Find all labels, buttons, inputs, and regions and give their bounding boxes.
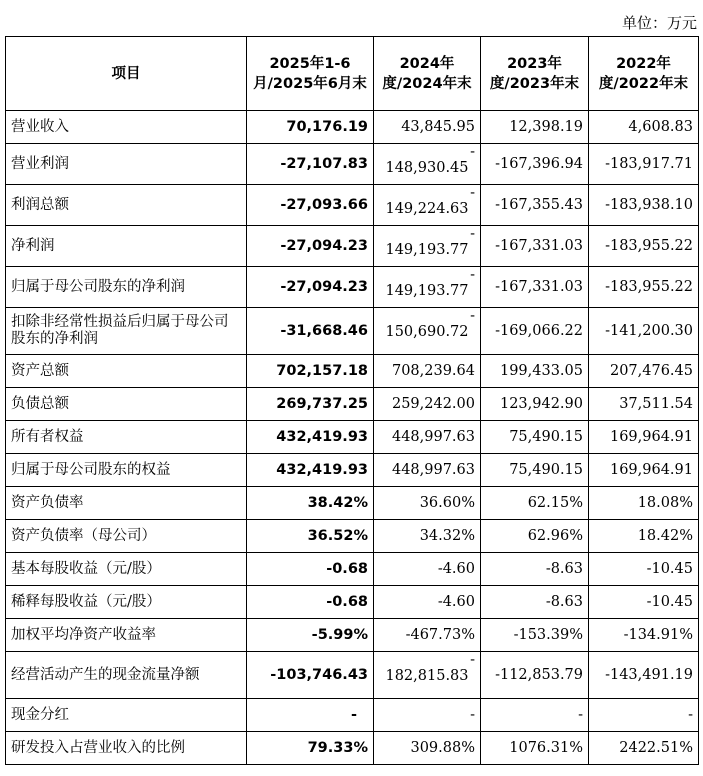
value-2024-digits: 149,224.63 — [385, 201, 469, 217]
value-2025h1: - — [247, 699, 374, 732]
value-2024: 708,239.64 — [374, 355, 481, 388]
row-item-label: 营业收入 — [6, 111, 247, 144]
value-2025h1: -0.68 — [247, 586, 374, 619]
row-item-label: 负债总额 — [6, 388, 247, 421]
value-2022: -10.45 — [589, 553, 699, 586]
row-item-label: 利润总额 — [6, 185, 247, 226]
value-2025h1: -27,094.23 — [247, 267, 374, 308]
table-row — [6, 355, 699, 388]
row-item-label: 研发投入占营业收入的比例 — [6, 732, 247, 765]
value-2025h1: -31,668.46 — [247, 308, 374, 355]
value-2024: 34.32% — [374, 520, 481, 553]
table-header-row — [6, 37, 699, 111]
value-2022: 37,511.54 — [589, 388, 699, 421]
value-2024: 448,997.63 — [374, 421, 481, 454]
value-2022: 4,608.83 — [589, 111, 699, 144]
value-2023: 12,398.19 — [481, 111, 589, 144]
table-row — [6, 308, 699, 355]
value-2023: -112,853.79 — [481, 652, 589, 699]
value-2024-digits: 150,690.72 — [385, 324, 469, 340]
value-2025h1: 38.42% — [247, 487, 374, 520]
header-2025h1: 2025年1-6月/2025年6月末 — [247, 37, 374, 111]
value-2024-digits: 149,193.77 — [385, 283, 469, 299]
value-2025h1: 70,176.19 — [247, 111, 374, 144]
value-2024: -4.60 — [374, 553, 481, 586]
table-row — [6, 454, 699, 487]
unit-label: 单位：万元 — [621, 14, 697, 32]
row-item-label: 现金分红 — [6, 699, 247, 732]
row-item-label: 营业利润 — [6, 144, 247, 185]
value-2024 — [374, 144, 481, 185]
value-2022: 169,964.91 — [589, 421, 699, 454]
value-2025h1: 269,737.25 — [247, 388, 374, 421]
header-2022: 2022年度/2022年末 — [589, 37, 699, 111]
value-2025h1: 79.33% — [247, 732, 374, 765]
row-item-label: 所有者权益 — [6, 421, 247, 454]
value-2025h1: -103,746.43 — [247, 652, 374, 699]
value-2022: -183,917.71 — [589, 144, 699, 185]
row-item-label: 资产负债率（母公司） — [6, 520, 247, 553]
row-item-label: 扣除非经常性损益后归属于母公司股东的净利润 — [6, 308, 247, 355]
value-2025h1: -27,107.83 — [247, 144, 374, 185]
value-2023: -8.63 — [481, 586, 589, 619]
value-2023: -167,331.03 — [481, 226, 589, 267]
value-2023: -167,396.94 — [481, 144, 589, 185]
value-2024 — [374, 652, 481, 699]
value-2024 — [374, 308, 481, 355]
value-2024-digits: 149,193.77 — [385, 242, 469, 258]
value-2023: 199,433.05 — [481, 355, 589, 388]
value-2024: 259,242.00 — [374, 388, 481, 421]
row-item-label: 加权平均净资产收益率 — [6, 619, 247, 652]
table-row — [6, 388, 699, 421]
value-2022: -183,955.22 — [589, 226, 699, 267]
row-item-label: 归属于母公司股东的净利润 — [6, 267, 247, 308]
header-item: 项目 — [6, 37, 247, 111]
value-2024-digits: 182,815.83 — [385, 668, 469, 684]
row-item-label: 资产负债率 — [6, 487, 247, 520]
header-2023: 2023年度/2023年末 — [481, 37, 589, 111]
value-2023: 75,490.15 — [481, 421, 589, 454]
value-2023: -153.39% — [481, 619, 589, 652]
value-2022: -183,938.10 — [589, 185, 699, 226]
value-2025h1: -0.68 — [247, 553, 374, 586]
value-2024: 36.60% — [374, 487, 481, 520]
table-row — [6, 520, 699, 553]
value-2024: 448,997.63 — [374, 454, 481, 487]
value-2023: -8.63 — [481, 553, 589, 586]
value-2022: 18.42% — [589, 520, 699, 553]
value-2022: - — [589, 699, 699, 732]
value-2024 — [374, 267, 481, 308]
table-row — [6, 487, 699, 520]
minus-sign: - — [470, 308, 475, 324]
table-row — [6, 111, 699, 144]
table-row — [6, 553, 699, 586]
value-2025h1: 36.52% — [247, 520, 374, 553]
value-2024 — [374, 185, 481, 226]
value-2023: -169,066.22 — [481, 308, 589, 355]
value-2023: 75,490.15 — [481, 454, 589, 487]
value-2024: 43,845.95 — [374, 111, 481, 144]
financial-summary-table — [5, 36, 699, 765]
value-2022: -143,491.19 — [589, 652, 699, 699]
value-2024: - — [374, 699, 481, 732]
minus-sign: - — [470, 226, 475, 242]
minus-sign: - — [470, 652, 475, 668]
minus-sign: - — [470, 144, 475, 160]
value-2025h1: -5.99% — [247, 619, 374, 652]
value-2024: -467.73% — [374, 619, 481, 652]
value-2022: 207,476.45 — [589, 355, 699, 388]
value-2022: -183,955.22 — [589, 267, 699, 308]
value-2022: 18.08% — [589, 487, 699, 520]
table-row — [6, 226, 699, 267]
value-2022: -141,200.30 — [589, 308, 699, 355]
value-2024: -4.60 — [374, 586, 481, 619]
value-2022: 2422.51% — [589, 732, 699, 765]
value-2025h1: -27,093.66 — [247, 185, 374, 226]
table-row — [6, 144, 699, 185]
value-2022: -134.91% — [589, 619, 699, 652]
header-2024: 2024年度/2024年末 — [374, 37, 481, 111]
value-2022: 169,964.91 — [589, 454, 699, 487]
row-item-label: 经营活动产生的现金流量净额 — [6, 652, 247, 699]
table-row — [6, 267, 699, 308]
value-2023: 1076.31% — [481, 732, 589, 765]
table-row — [6, 421, 699, 454]
value-2024 — [374, 226, 481, 267]
value-2024-digits: 148,930.45 — [385, 160, 469, 176]
row-item-label: 资产总额 — [6, 355, 247, 388]
value-2025h1: -27,094.23 — [247, 226, 374, 267]
value-2023: -167,355.43 — [481, 185, 589, 226]
value-2023: 62.96% — [481, 520, 589, 553]
table-row — [6, 619, 699, 652]
value-2024: 309.88% — [374, 732, 481, 765]
table-row — [6, 586, 699, 619]
value-2023: 123,942.90 — [481, 388, 589, 421]
value-2023: - — [481, 699, 589, 732]
value-2022: -10.45 — [589, 586, 699, 619]
minus-sign: - — [470, 185, 475, 201]
value-2025h1: 702,157.18 — [247, 355, 374, 388]
value-2025h1: 432,419.93 — [247, 454, 374, 487]
minus-sign: - — [470, 267, 475, 283]
row-item-label: 净利润 — [6, 226, 247, 267]
row-item-label: 稀释每股收益（元/股） — [6, 586, 247, 619]
value-2023: -167,331.03 — [481, 267, 589, 308]
row-item-label: 归属于母公司股东的权益 — [6, 454, 247, 487]
table-row — [6, 699, 699, 732]
row-item-label: 基本每股收益（元/股） — [6, 553, 247, 586]
value-2023: 62.15% — [481, 487, 589, 520]
table-row — [6, 732, 699, 765]
table-row — [6, 185, 699, 226]
value-2025h1: 432,419.93 — [247, 421, 374, 454]
table-row — [6, 652, 699, 699]
